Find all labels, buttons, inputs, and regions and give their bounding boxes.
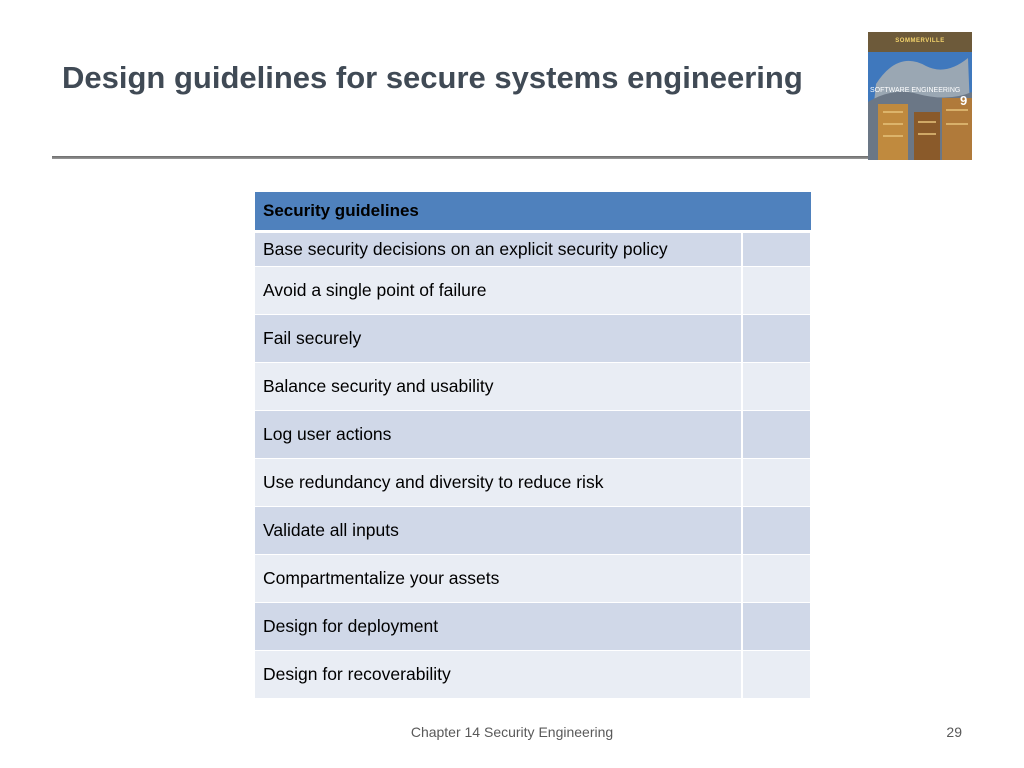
empty-cell	[742, 507, 811, 555]
guideline-cell: Avoid a single point of failure	[255, 267, 742, 315]
empty-cell	[742, 411, 811, 459]
empty-cell	[742, 363, 811, 411]
empty-cell	[742, 651, 811, 699]
table-row	[255, 363, 811, 411]
slide-footer: Chapter 14 Security Engineering	[410, 724, 614, 740]
table-row	[255, 315, 811, 363]
title-divider	[52, 156, 870, 159]
cover-edition: 9	[960, 93, 968, 108]
guideline-cell: Design for recoverability	[255, 651, 742, 699]
table-header: Security guidelines	[255, 192, 811, 232]
table-row	[255, 232, 811, 267]
guideline-cell: Design for deployment	[255, 603, 742, 651]
empty-cell	[742, 267, 811, 315]
empty-cell	[742, 555, 811, 603]
table-row	[255, 459, 811, 507]
guideline-cell: Fail securely	[255, 315, 742, 363]
empty-cell	[742, 232, 811, 267]
empty-cell	[742, 315, 811, 363]
book-cover-image	[868, 32, 972, 160]
table-row	[255, 603, 811, 651]
table-row	[255, 507, 811, 555]
guideline-cell: Base security decisions on an explicit security policy	[255, 232, 742, 267]
table-row	[255, 555, 811, 603]
empty-cell	[742, 459, 811, 507]
guideline-cell: Use redundancy and diversity to reduce risk	[255, 459, 742, 507]
empty-cell	[742, 603, 811, 651]
table-row	[255, 411, 811, 459]
cover-title: SOFTWARE ENGINEERING	[870, 87, 961, 94]
slide-title: Design guidelines for secure systems engineering	[62, 60, 803, 95]
cover-author: SOMMERVILLE	[895, 38, 945, 44]
table-header-row	[255, 192, 811, 232]
table-row	[255, 267, 811, 315]
security-guidelines-table	[255, 192, 812, 698]
guideline-cell: Compartmentalize your assets	[255, 555, 742, 603]
guideline-cell: Log user actions	[255, 411, 742, 459]
page-number: 29	[946, 724, 962, 740]
guideline-cell: Validate all inputs	[255, 507, 742, 555]
table-row	[255, 651, 811, 699]
guideline-cell: Balance security and usability	[255, 363, 742, 411]
cover-artwork	[868, 32, 972, 160]
